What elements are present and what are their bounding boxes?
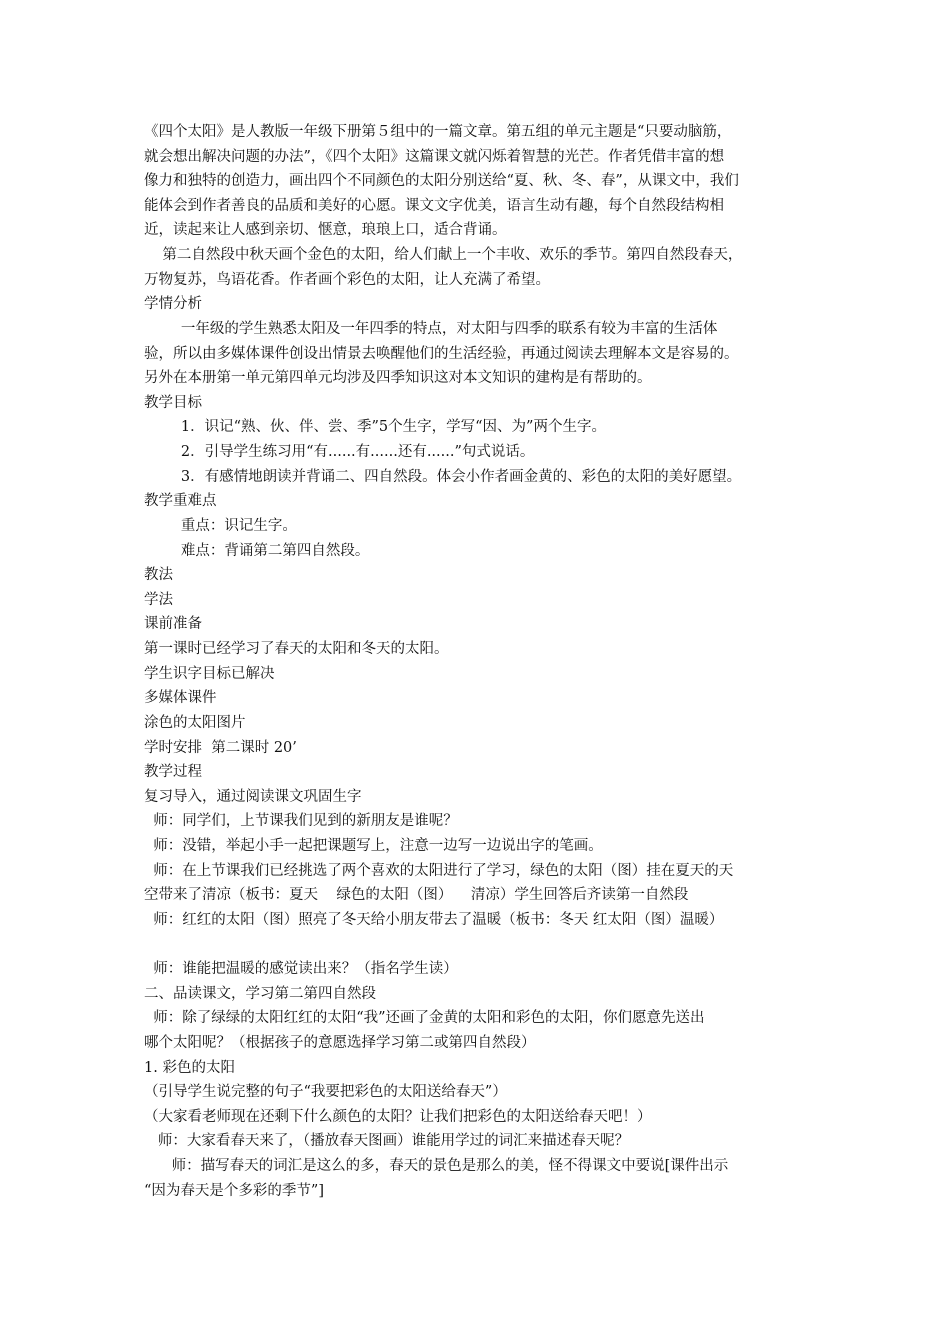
text-line: 2．引导学生练习用“有......有......还有......”句式说话。	[144, 444, 535, 461]
text-line: 3．有感情地朗读并背诵二、四自然段。体会小作者画金黄的、彩色的太阳的美好愿望。	[144, 468, 742, 485]
text-line: 像力和独特的创造力，画出四个不同颜色的太阳分别送给“夏、秋、冬、春”，从课文中，我们	[144, 173, 739, 190]
text-line: 师：大家看春天来了，（播放春天图画）谁能用学过的词汇来描述春天呢？	[144, 1133, 630, 1150]
text-line: 学时安排 第二课时 20’	[144, 739, 297, 756]
text-line: “因为春天是个多彩的季节”]	[144, 1182, 324, 1199]
text-line: 验，所以由多媒体课件创设出情景去唤醒他们的生活经验，再通过阅读去理解本文是容易的。	[144, 345, 739, 362]
text-line: 涂色的太阳图片	[144, 714, 246, 731]
text-line: 二、品读课文，学习第二第四自然段	[144, 985, 376, 1002]
text-line: 学生识字目标已解决	[144, 665, 275, 682]
text-line: 空带来了清凉（板书：夏天 绿色的太阳（图） 清凉）学生回答后齐读第一自然段	[144, 887, 689, 904]
text-line: 第二自然段中秋天画个金色的太阳，给人们献上一个丰收、欢乐的季节。第四自然段春天，	[144, 247, 743, 264]
text-line: 教学重难点	[144, 493, 217, 510]
text-line: 师：谁能把温暖的感觉读出来？（指名学生读）	[144, 961, 458, 978]
text-line: 教学过程	[144, 764, 202, 781]
text-line: 师：描写春天的词汇是这么的多，春天的景色是那么的美，怪不得课文中要说[课件出示	[144, 1158, 729, 1175]
text-line: 1．识记“熟、伙、伴、尝、季”5个生字，学写“因、为”两个生字。	[144, 419, 606, 436]
text-line: 近，读起来让人感到亲切、惬意，琅琅上口，适合背诵。	[144, 222, 507, 239]
text-line: 一年级的学生熟悉太阳及一年四季的特点，对太阳与四季的联系有较为丰富的生活体	[144, 320, 718, 337]
text-line: 课前准备	[144, 616, 202, 633]
text-line: 就会想出解决问题的办法”，《四个太阳》这篇课文就闪烁着智慧的光芒。作者凭借丰富的想	[144, 148, 725, 165]
text-line: 1. 彩色的太阳	[144, 1059, 235, 1076]
text-line: 教法	[144, 567, 173, 584]
text-line: （引导学生说完整的句子“我要把彩色的太阳送给春天”）	[144, 1084, 507, 1101]
text-line: 师：同学们，上节课我们见到的新朋友是谁呢？	[144, 813, 458, 830]
text-line: 复习导入，通过阅读课文巩固生字	[144, 788, 362, 805]
text-line: 师：在上节课我们已经挑选了两个喜欢的太阳进行了学习，绿色的太阳（图）挂在夏天的天	[144, 862, 734, 879]
text-line: 万物复苏，鸟语花香。作者画个彩色的太阳，让人充满了希望。	[144, 271, 550, 288]
text-line: 教学目标	[144, 394, 202, 411]
text-line: 学法	[144, 591, 173, 608]
text-line: 师：除了绿绿的太阳红红的太阳“我”还画了金黄的太阳和彩色的太阳，你们愿意先送出	[144, 1010, 705, 1027]
text-line: 师：红红的太阳（图）照亮了冬天给小朋友带去了温暖（板书：冬天 红太阳（图）温暖）	[144, 911, 724, 928]
text-line: 第一课时已经学习了春天的太阳和冬天的太阳。	[144, 641, 449, 658]
text-line: 师：没错，举起小手一起把课题写上，注意一边写一边说出字的笔画。	[144, 837, 603, 854]
text-line: （大家看老师现在还剩下什么颜色的太阳？让我们把彩色的太阳送给春天吧！）	[144, 1108, 652, 1125]
text-line: 多媒体课件	[144, 690, 217, 707]
text-line: 能体会到作者善良的品质和美好的心愿。课文文字优美，语言生动有趣，每个自然段结构相	[144, 197, 724, 214]
text-line: 哪个太阳呢？（根据孩子的意愿选择学习第二或第四自然段）	[144, 1034, 536, 1051]
text-line: 《四个太阳》是人教版一年级下册第５组中的一篇文章。第五组的单元主题是“只要动脑筋，	[144, 124, 732, 140]
text-line: 另外在本册第一单元第四单元均涉及四季知识这对本文知识的建构是有帮助的。	[144, 370, 652, 387]
text-line: 难点：背诵第二第四自然段。	[144, 542, 370, 559]
text-line: 重点：识记生字。	[144, 517, 297, 534]
text-line: 学情分析	[144, 296, 202, 313]
